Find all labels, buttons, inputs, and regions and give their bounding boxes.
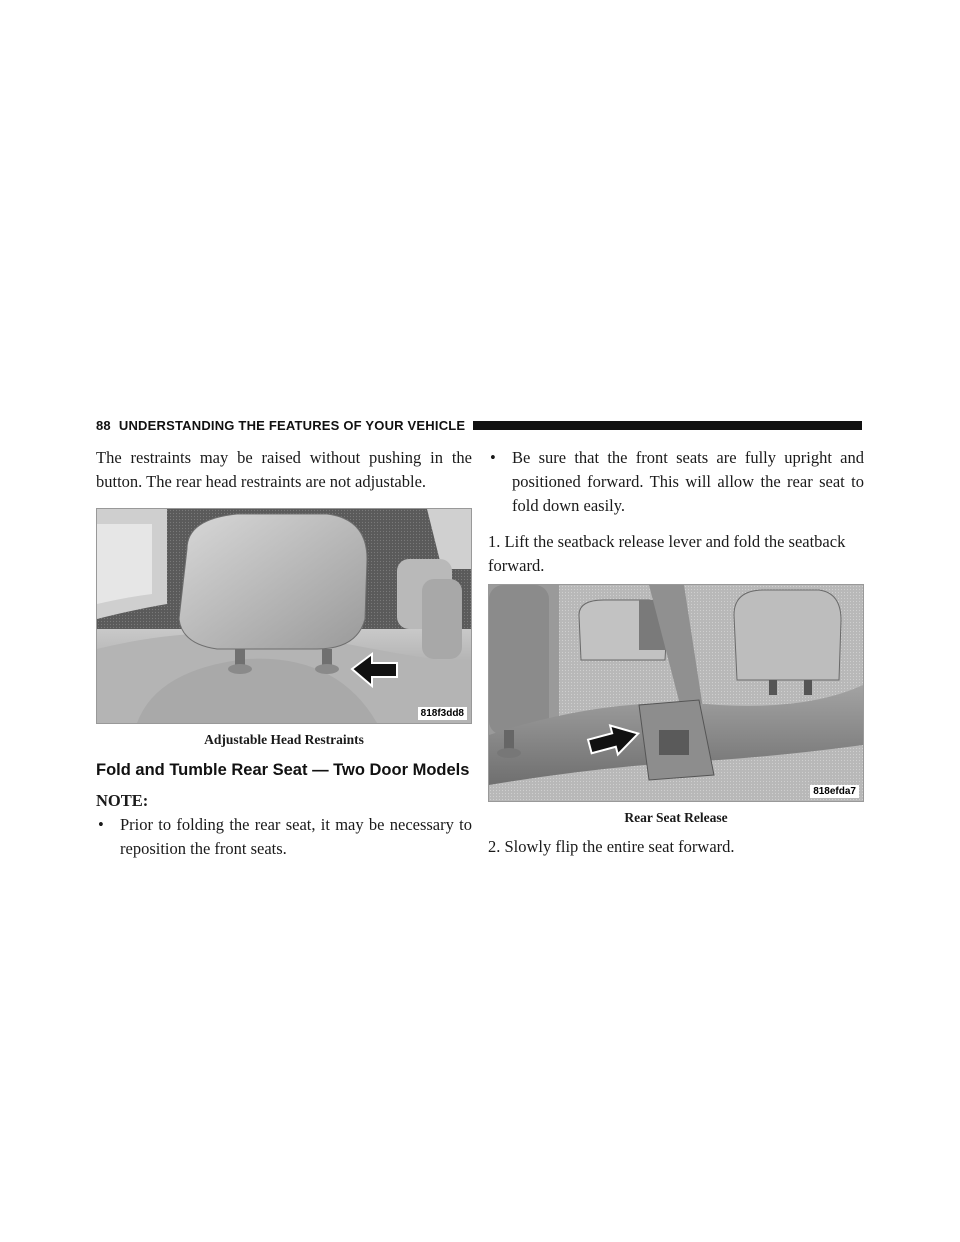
figure-code: 818f3dd8 (418, 707, 467, 720)
intro-paragraph: The restraints may be raised without pushing in the button. The rear head restraints are not adjustable. (96, 448, 472, 491)
left-column (96, 446, 472, 861)
figure-caption: Rear Seat Release (624, 810, 728, 825)
step-2-text: 2. Slowly flip the entire seat forward. (488, 837, 735, 856)
bullet-item (488, 446, 864, 518)
head-restraints-illustration (97, 509, 471, 723)
header-rule (473, 421, 862, 430)
page-number: 88 (96, 417, 111, 433)
rear-seat-release-illustration (489, 585, 863, 801)
bullet-item (96, 813, 472, 861)
page-header (96, 418, 862, 432)
section-title: UNDERSTANDING THE FEATURES OF YOUR VEHICLE (118, 417, 466, 433)
step-1-text: 1. Lift the seatback release lever and fold the seatback forward. (488, 532, 846, 575)
right-column (488, 446, 864, 859)
bullet-text: Be sure that the front seats are fully upright and positioned forward. This will allow the rear seat to fold down easily. (512, 448, 864, 515)
bullet-icon: • (490, 448, 496, 467)
figure-rear-seat-release (488, 584, 864, 802)
figure-caption: Adjustable Head Restraints (204, 732, 364, 747)
bullet-text: Prior to folding the rear seat, it may be necessary to reposition the front seats. (120, 815, 472, 858)
note-label: NOTE: (96, 791, 149, 810)
figure-code: 818efda7 (810, 785, 859, 798)
figure-head-restraints (96, 508, 472, 724)
section-subheading: Fold and Tumble Rear Seat — Two Door Models (96, 761, 470, 779)
bullet-icon: • (98, 815, 104, 834)
